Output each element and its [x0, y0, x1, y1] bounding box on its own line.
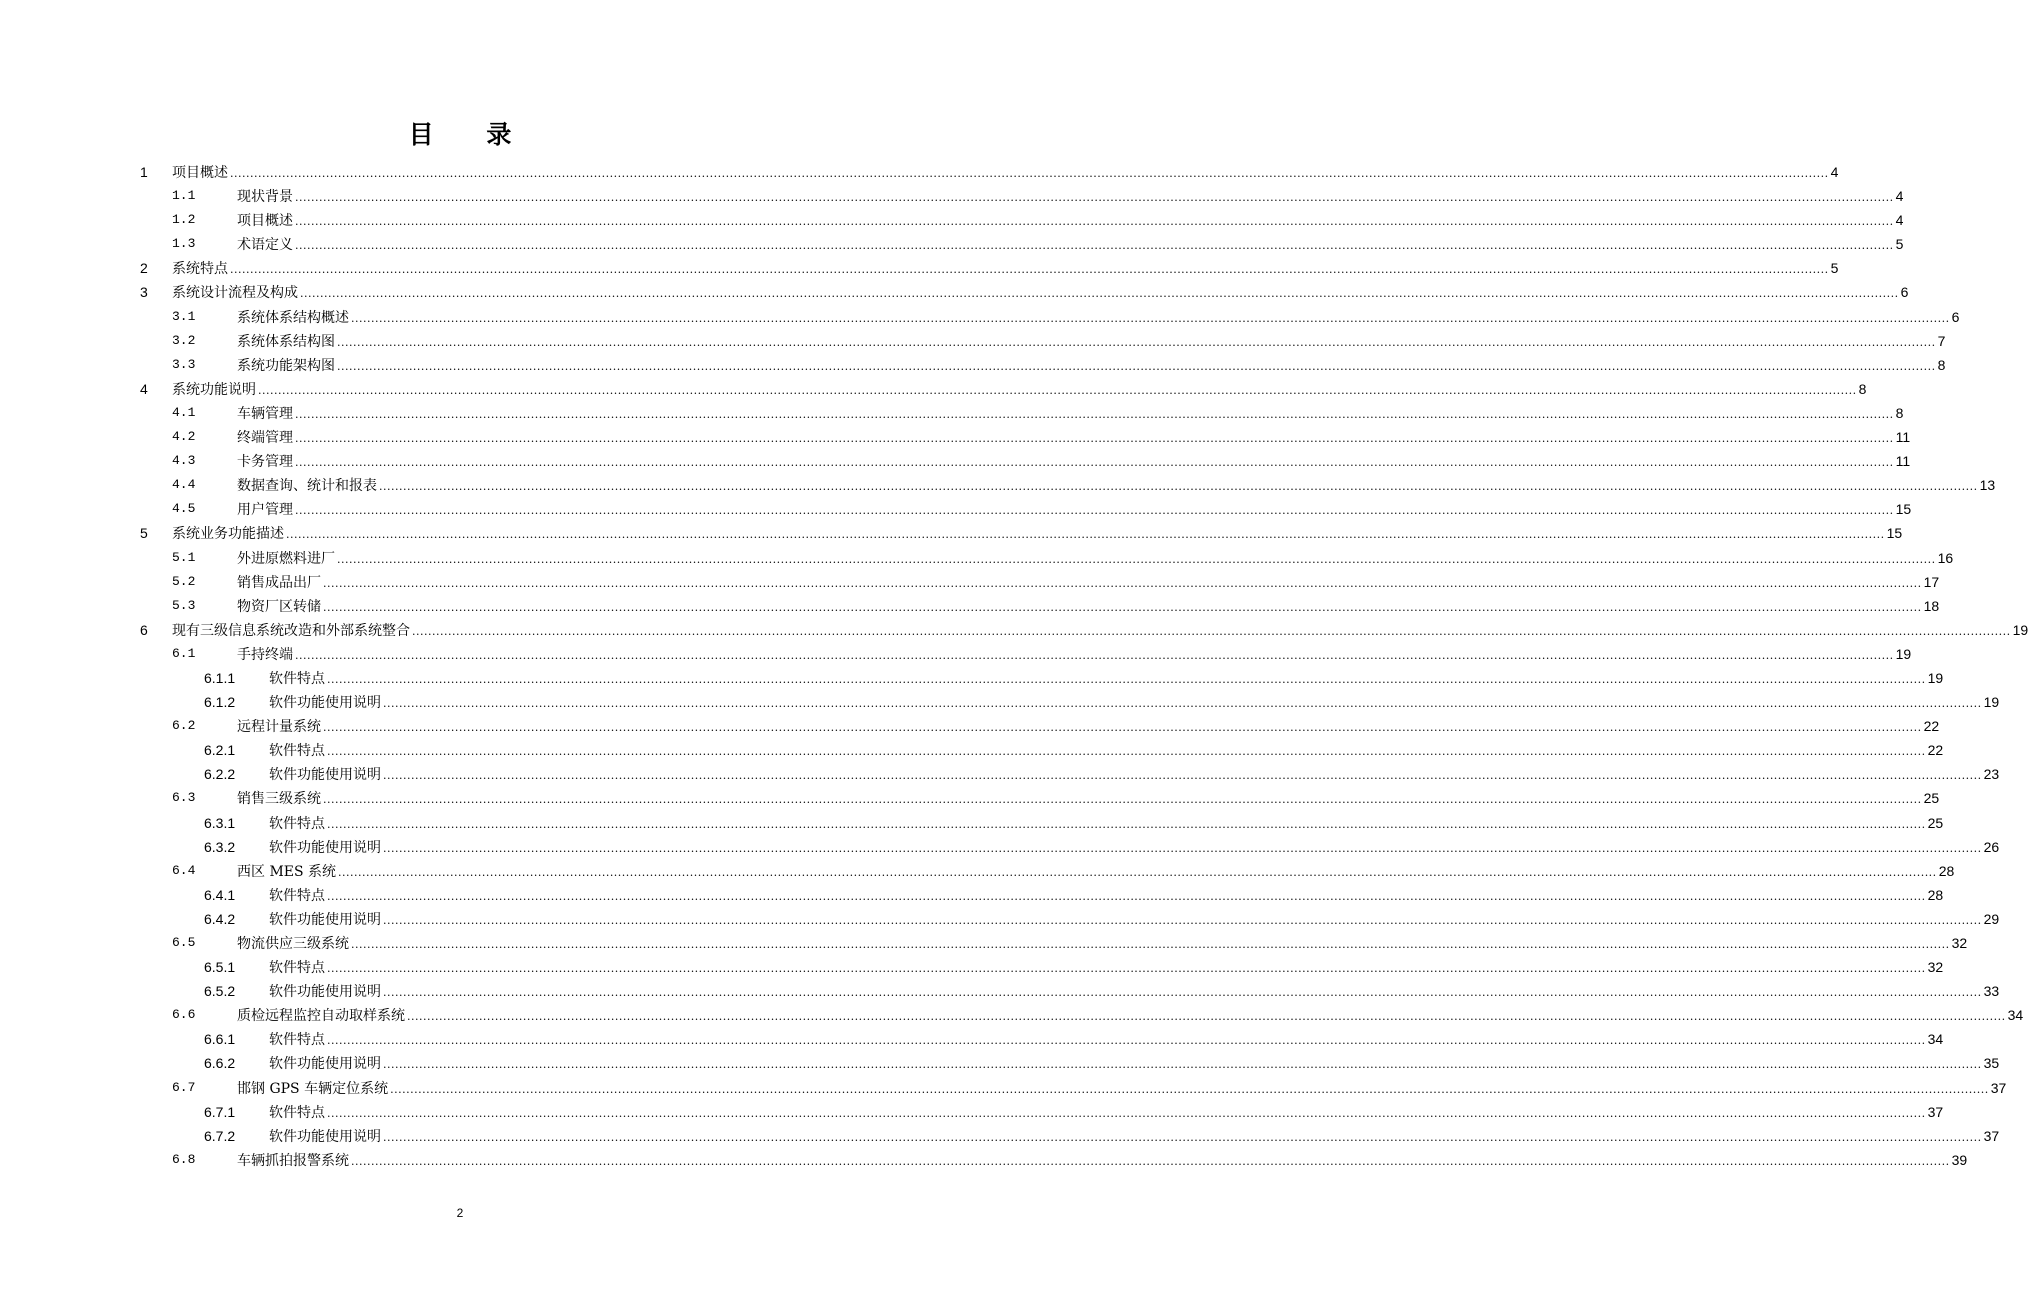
toc-dot-leader: ................................................................................................................................................................................................................................................................................................................................................................................................................ — [230, 167, 1829, 180]
toc-entry-line[interactable] — [172, 280, 1909, 306]
toc-dot-leader: ................................................................................................................................................................................................................................................................................................................................................................................................................ — [295, 191, 1894, 205]
toc-entry-line[interactable] — [237, 353, 1946, 379]
toc-entry-line[interactable] — [172, 521, 1903, 547]
toc-entry-page: 16 — [1937, 549, 1954, 566]
toc-entry-number: 5.3 — [172, 597, 196, 613]
toc-dot-leader: ................................................................................................................................................................................................................................................................................................................................................................................................................ — [258, 383, 1857, 397]
toc-entry[interactable] — [0, 1124, 2000, 1148]
toc-entry-number: 6.3.1 — [204, 814, 236, 831]
toc-entry-number: 6.4 — [172, 862, 196, 878]
toc-entry[interactable] — [0, 449, 1911, 473]
toc-entry-number: 6.4.2 — [204, 910, 236, 927]
toc-entry-number: 6.6 — [172, 1007, 196, 1023]
toc-entry-number: 6.7.1 — [204, 1103, 236, 1120]
toc-entry[interactable] — [0, 714, 1940, 738]
toc-entry-number: 4.3 — [172, 453, 196, 469]
toc-entry-page: 5 — [1830, 260, 1839, 277]
toc-dot-leader: ................................................................................................................................................................................................................................................................................................................................................................................................................ — [295, 407, 1894, 421]
toc-entry-number: 3.2 — [172, 332, 196, 348]
toc-entry-line[interactable] — [237, 931, 1968, 957]
toc-entry-number: 6.8 — [172, 1151, 196, 1167]
toc-entry[interactable] — [0, 256, 1839, 280]
toc-entry-title[interactable]: 系统体系结构图 — [237, 333, 335, 350]
toc-entry[interactable] — [0, 1003, 2024, 1027]
toc-entry-page: 18 — [1923, 597, 1940, 614]
toc-entry-number: 1 — [140, 164, 148, 180]
toc-entry[interactable] — [0, 1100, 1944, 1124]
toc-entry-page: 26 — [1983, 838, 2000, 855]
toc-entry-page: 29 — [1983, 910, 2000, 927]
toc-entry-number: 5.2 — [172, 573, 196, 589]
toc-entry-title[interactable]: 系统业务功能描述 — [172, 526, 284, 543]
toc-entry[interactable] — [0, 594, 1940, 618]
toc-entry-line[interactable] — [237, 329, 1946, 355]
toc-entry-title[interactable]: 系统体系结构概述 — [237, 309, 349, 326]
toc-entry-title[interactable]: 软件功能使用说明 — [269, 839, 381, 856]
toc-entry[interactable] — [0, 811, 1944, 835]
toc-entry-page: 33 — [1983, 983, 2000, 1000]
toc-entry-number: 6.2.2 — [204, 766, 236, 783]
toc-entry[interactable] — [0, 570, 1940, 594]
toc-entry-line[interactable] — [172, 256, 1839, 282]
toc-entry-page: 23 — [1983, 766, 2000, 783]
toc-entry-page: 17 — [1923, 573, 1940, 590]
toc-entry[interactable] — [0, 883, 1944, 907]
toc-entry-number: 4.1 — [172, 404, 196, 420]
toc-dot-leader: ................................................................................................................................................................................................................................................................................................................................................................................................................ — [351, 311, 1950, 325]
toc-entry-page: 4 — [1895, 188, 1904, 205]
toc-entry-number: 6.4.1 — [204, 886, 236, 903]
toc-entry-title[interactable]: 软件功能使用说明 — [269, 767, 381, 784]
toc-dot-leader: ................................................................................................................................................................................................................................................................................................................................................................................................................ — [327, 745, 1926, 759]
toc-entry-page: 19 — [1927, 669, 1944, 686]
toc-entry[interactable] — [0, 497, 1912, 521]
toc-entry-number: 6.7 — [172, 1079, 196, 1095]
toc-entry-line[interactable] — [237, 305, 1960, 331]
toc-entry-number: 6.2.1 — [204, 742, 236, 759]
toc-entry-number: 6.3 — [172, 790, 196, 806]
toc-entry-page: 22 — [1927, 742, 1944, 759]
toc-entry-number: 4.4 — [172, 477, 196, 493]
toc-entry-line[interactable] — [237, 570, 1940, 596]
toc-entry-number: 6.5.1 — [204, 959, 236, 976]
toc-entry-page: 6 — [1900, 284, 1909, 301]
toc-dot-leader: ................................................................................................................................................................................................................................................................................................................................................................................................................ — [323, 576, 1922, 590]
toc-entry-page: 37 — [1990, 1079, 2007, 1096]
toc-entry[interactable] — [0, 1027, 1944, 1051]
toc-dot-leader: ................................................................................................................................................................................................................................................................................................................................................................................................................ — [351, 1154, 1950, 1168]
toc-entry-page: 22 — [1923, 718, 1940, 735]
toc-dot-leader: ................................................................................................................................................................................................................................................................................................................................................................................................................ — [383, 986, 1982, 1000]
toc-entry-number: 3.3 — [172, 356, 196, 372]
toc-entry-number: 6.6.1 — [204, 1031, 236, 1048]
toc-entry-line[interactable] — [172, 377, 1867, 403]
toc-entry-line[interactable] — [237, 449, 1911, 475]
toc-entry-title[interactable]: 西区 MES 系统 — [237, 863, 337, 880]
toc-entry-number: 6.5.2 — [204, 983, 236, 1000]
toc-entry-page: 28 — [1927, 886, 1944, 903]
toc-entry-line[interactable] — [237, 1003, 2024, 1029]
toc-entry-title[interactable]: 系统功能说明 — [172, 381, 256, 398]
toc-entry-page: 11 — [1895, 429, 1911, 446]
toc-entry-page: 6 — [1951, 308, 1960, 325]
toc-dot-leader: ................................................................................................................................................................................................................................................................................................................................................................................................................ — [295, 504, 1894, 518]
toc-entry[interactable] — [0, 859, 1955, 883]
toc-entry-title[interactable]: 车辆管理 — [237, 405, 293, 422]
toc-entry-title[interactable]: 软件特点 — [269, 670, 325, 687]
toc-dot-leader: ................................................................................................................................................................................................................................................................................................................................................................................................................ — [383, 1130, 1982, 1144]
toc-entry-line[interactable] — [237, 425, 1911, 451]
toc-entry-title[interactable]: 质检远程监控自动取样系统 — [237, 1008, 405, 1025]
toc-dot-leader: ................................................................................................................................................................................................................................................................................................................................................................................................................ — [337, 552, 1936, 566]
toc-entry-number: 6.2 — [172, 718, 196, 734]
toc-entry-page: 25 — [1923, 790, 1940, 807]
toc-dot-leader: ................................................................................................................................................................................................................................................................................................................................................................................................................ — [337, 335, 1936, 349]
toc-entry-page: 28 — [1938, 862, 1955, 879]
toc-entry[interactable] — [0, 1148, 1968, 1172]
toc-entry[interactable] — [0, 835, 2000, 859]
toc-entry-line[interactable] — [237, 546, 1954, 572]
toc-entry-title[interactable]: 软件特点 — [269, 960, 325, 977]
toc-entry[interactable] — [0, 1051, 2000, 1075]
toc-dot-leader: ................................................................................................................................................................................................................................................................................................................................................................................................................ — [383, 913, 1982, 927]
toc-entry-title[interactable]: 销售三级系统 — [237, 791, 321, 808]
toc-entry-title[interactable]: 软件特点 — [269, 887, 325, 904]
toc-entry-line[interactable] — [237, 594, 1940, 620]
toc-entry-line[interactable] — [237, 859, 1955, 885]
toc-entry-title[interactable]: 软件功能使用说明 — [269, 984, 381, 1001]
toc-dot-leader: ................................................................................................................................................................................................................................................................................................................................................................................................................ — [327, 672, 1926, 686]
toc-entry-title[interactable]: 现状背景 — [237, 189, 293, 206]
toc-entry-title[interactable]: 软件特点 — [269, 1032, 325, 1049]
toc-entry-title[interactable]: 销售成品出厂 — [237, 574, 321, 591]
toc-dot-leader: ................................................................................................................................................................................................................................................................................................................................................................................................................ — [383, 697, 1982, 711]
toc-entry-line[interactable] — [269, 979, 2000, 1005]
toc-dot-leader: ................................................................................................................................................................................................................................................................................................................................................................................................................ — [323, 721, 1922, 735]
toc-entry-line[interactable] — [269, 762, 2000, 788]
toc-entry-page: 39 — [1951, 1151, 1968, 1168]
toc-entry-title[interactable]: 软件特点 — [269, 743, 325, 760]
toc-entry-title[interactable]: 车辆抓拍报警系统 — [237, 1152, 349, 1169]
toc-entry[interactable] — [0, 160, 1839, 184]
toc-entry-title[interactable]: 项目概述 — [172, 165, 228, 181]
toc-entry-number: 1.1 — [172, 188, 196, 204]
toc-dot-leader: ................................................................................................................................................................................................................................................................................................................................................................................................................ — [412, 624, 2011, 638]
toc-entry-title[interactable]: 软件功能使用说明 — [269, 1128, 381, 1145]
toc-entry-line[interactable] — [269, 738, 1944, 764]
toc-entry-title[interactable]: 数据查询、统计和报表 — [237, 478, 377, 495]
toc-entry-page: 11 — [1895, 453, 1911, 470]
toc-entry-title[interactable]: 系统设计流程及构成 — [172, 285, 298, 302]
toc-entry-page: 5 — [1895, 236, 1904, 253]
toc-entry[interactable] — [0, 377, 1867, 401]
toc-entry-line[interactable] — [269, 1100, 1944, 1126]
toc-entry-title[interactable]: 用户管理 — [237, 502, 293, 519]
toc-entry-title[interactable]: 卡务管理 — [237, 454, 293, 471]
toc-entry[interactable] — [0, 931, 1968, 955]
toc-entry[interactable] — [0, 786, 1940, 810]
toc-entry-line[interactable] — [269, 666, 1944, 692]
toc-entry-page: 13 — [1979, 477, 1996, 494]
toc-entry-title[interactable]: 系统功能架构图 — [237, 357, 335, 374]
toc-entry[interactable] — [0, 546, 1954, 570]
toc-dot-leader: ................................................................................................................................................................................................................................................................................................................................................................................................................ — [295, 648, 1894, 662]
toc-title: 目 录 — [408, 120, 534, 149]
toc-entry-title[interactable]: 邯钢 GPS 车辆定位系统 — [237, 1080, 389, 1097]
toc-dot-leader: ................................................................................................................................................................................................................................................................................................................................................................................................................ — [327, 1106, 1926, 1120]
toc-entry-line[interactable] — [269, 907, 2000, 933]
toc-entry-page: 34 — [2007, 1007, 2024, 1024]
toc-dot-leader: ................................................................................................................................................................................................................................................................................................................................................................................................................ — [323, 600, 1922, 614]
toc-dot-leader: ................................................................................................................................................................................................................................................................................................................................................................................................................ — [327, 1034, 1926, 1048]
toc-entry-title[interactable]: 外进原燃料进厂 — [237, 550, 335, 567]
toc-entry[interactable] — [0, 208, 1904, 232]
toc-entry-title[interactable]: 术语定义 — [237, 237, 293, 254]
toc-entry-page: 19 — [1983, 694, 2000, 711]
toc-entry-line[interactable] — [269, 835, 2000, 861]
toc-entry-page: 32 — [1951, 935, 1968, 951]
toc-dot-leader: ................................................................................................................................................................................................................................................................................................................................................................................................................ — [295, 239, 1894, 253]
toc-entry-page: 25 — [1927, 814, 1944, 831]
toc-entry-page: 8 — [1895, 404, 1904, 421]
toc-entry-page: 15 — [1895, 501, 1912, 518]
toc-entry-title[interactable]: 物资厂区转储 — [237, 598, 321, 615]
toc-entry[interactable] — [0, 955, 1944, 979]
toc-entry-line[interactable] — [237, 497, 1912, 523]
toc-entry-number: 6.1.1 — [204, 669, 236, 686]
toc-entry-title[interactable]: 物流供应三级系统 — [237, 936, 349, 952]
toc-entry-line[interactable] — [269, 1027, 1944, 1053]
toc-entry-page: 15 — [1886, 525, 1903, 542]
toc-entry-page: 7 — [1937, 332, 1946, 349]
toc-entry-title[interactable]: 远程计量系统 — [237, 719, 321, 736]
toc-entry-line[interactable] — [237, 642, 1912, 668]
toc-dot-leader: ................................................................................................................................................................................................................................................................................................................................................................................................................ — [323, 793, 1922, 807]
toc-dot-leader: ................................................................................................................................................................................................................................................................................................................................................................................................................ — [230, 263, 1829, 277]
toc-dot-leader: ................................................................................................................................................................................................................................................................................................................................................................................................................ — [338, 865, 1937, 879]
toc-entry[interactable] — [0, 690, 2000, 714]
toc-dot-leader: ................................................................................................................................................................................................................................................................................................................................................................................................................ — [327, 962, 1926, 976]
toc-entry-page: 37 — [1983, 1127, 2000, 1144]
toc-entry-title[interactable]: 软件功能使用说明 — [269, 695, 381, 712]
toc-entry-page: 4 — [1895, 212, 1904, 229]
toc-entry-number: 4.5 — [172, 501, 196, 517]
toc-entry[interactable] — [0, 184, 1904, 208]
toc-entry[interactable] — [0, 401, 1904, 425]
toc-entry-number: 3.1 — [172, 308, 196, 324]
toc-entry-line[interactable] — [237, 714, 1940, 740]
toc-entry-title[interactable]: 系统特点 — [172, 261, 228, 278]
toc-entry[interactable] — [0, 738, 1944, 762]
toc-entry-title[interactable]: 软件特点 — [269, 1104, 325, 1121]
toc-dot-leader: ................................................................................................................................................................................................................................................................................................................................................................................................................ — [300, 287, 1899, 301]
toc-entry-number: 6.6.2 — [204, 1055, 236, 1072]
toc-entry-page: 32 — [1927, 959, 1944, 976]
toc-dot-leader: ................................................................................................................................................................................................................................................................................................................................................................................................................ — [390, 1082, 1989, 1096]
toc-dot-leader: ................................................................................................................................................................................................................................................................................................................................................................................................................ — [379, 480, 1978, 494]
toc-entry-number: 3 — [140, 284, 148, 301]
toc-entry-page: 4 — [1830, 164, 1839, 180]
toc-dot-leader: ................................................................................................................................................................................................................................................................................................................................................................................................................ — [295, 456, 1894, 470]
toc-entry-line[interactable] — [237, 1148, 1968, 1174]
toc-entry-number: 6 — [140, 621, 148, 638]
toc-entry-title[interactable]: 软件功能使用说明 — [269, 1056, 381, 1073]
toc-entry-line[interactable] — [237, 232, 1904, 258]
toc-entry-line[interactable] — [237, 786, 1940, 812]
toc-entry-line[interactable] — [269, 811, 1944, 837]
toc-entry-line[interactable] — [237, 208, 1904, 234]
toc-entry-title[interactable]: 现有三级信息系统改造和外部系统整合 — [172, 622, 410, 639]
toc-entry[interactable] — [0, 762, 2000, 786]
toc-entry-line[interactable] — [237, 473, 1996, 499]
toc-entry[interactable] — [0, 280, 1909, 304]
toc-dot-leader: ................................................................................................................................................................................................................................................................................................................................................................................................................ — [351, 938, 1950, 951]
toc-dot-leader: ................................................................................................................................................................................................................................................................................................................................................................................................................ — [407, 1010, 2006, 1024]
toc-entry-title[interactable]: 手持终端 — [237, 646, 293, 663]
toc-entry-line[interactable] — [237, 184, 1904, 210]
toc-dot-leader: ................................................................................................................................................................................................................................................................................................................................................................................................................ — [383, 841, 1982, 855]
toc-entry[interactable] — [0, 329, 1946, 353]
toc-entry-number: 5 — [140, 525, 148, 542]
toc-entry[interactable] — [0, 425, 1911, 449]
toc-dot-leader: ................................................................................................................................................................................................................................................................................................................................................................................................................ — [295, 432, 1894, 446]
toc-entry[interactable] — [0, 353, 1946, 377]
toc-dot-leader: ................................................................................................................................................................................................................................................................................................................................................................................................................ — [327, 889, 1926, 903]
toc-entry[interactable] — [0, 1076, 2007, 1100]
toc-entry-title[interactable]: 软件功能使用说明 — [269, 911, 381, 928]
toc-entry-number: 1.3 — [172, 236, 196, 252]
toc-entry-line[interactable] — [237, 401, 1904, 427]
toc-dot-leader: ................................................................................................................................................................................................................................................................................................................................................................................................................ — [337, 359, 1936, 373]
toc-dot-leader: ................................................................................................................................................................................................................................................................................................................................................................................................................ — [286, 528, 1885, 542]
toc-entry[interactable] — [0, 521, 1903, 545]
toc-entry-page: 19 — [1895, 645, 1912, 662]
toc-dot-leader: ................................................................................................................................................................................................................................................................................................................................................................................................................ — [327, 817, 1926, 831]
toc-entry[interactable] — [0, 232, 1904, 256]
toc-entry-line[interactable] — [269, 1051, 2000, 1077]
toc-entry-number: 6.7.2 — [204, 1127, 236, 1144]
page-number: 2 — [456, 1206, 464, 1220]
toc-entry-page: 37 — [1927, 1103, 1944, 1120]
toc-entry-title[interactable]: 软件特点 — [269, 815, 325, 832]
toc-entry-number: 6.3.2 — [204, 838, 236, 855]
toc-dot-leader: ................................................................................................................................................................................................................................................................................................................................................................................................................ — [383, 769, 1982, 783]
toc-entry-line[interactable] — [269, 955, 1944, 981]
toc-entry-number: 4 — [140, 380, 148, 397]
toc-entry[interactable] — [0, 666, 1944, 690]
toc-entry-page: 8 — [1937, 356, 1946, 373]
toc-entry-page: 35 — [1983, 1055, 2000, 1072]
toc-entry-number: 6.1.2 — [204, 694, 236, 711]
toc-entry-line[interactable] — [269, 690, 2000, 716]
toc-entry[interactable] — [0, 642, 1912, 666]
toc-entry[interactable] — [0, 305, 1960, 329]
toc-entry-number: 6.1 — [172, 645, 196, 661]
toc-entry-number: 5.1 — [172, 549, 196, 565]
toc-list — [0, 160, 2028, 1172]
toc-entry-number: 6.5 — [172, 935, 196, 950]
toc-dot-leader: ................................................................................................................................................................................................................................................................................................................................................................................................................ — [295, 215, 1894, 229]
toc-entry-number: 4.2 — [172, 429, 196, 445]
toc-entry-line[interactable] — [172, 618, 2028, 644]
toc-dot-leader: ................................................................................................................................................................................................................................................................................................................................................................................................................ — [383, 1058, 1982, 1072]
toc-entry[interactable] — [0, 979, 2000, 1003]
toc-entry-line[interactable] — [269, 883, 1944, 909]
toc-entry-line[interactable] — [172, 160, 1839, 186]
toc-entry-title[interactable]: 项目概述 — [237, 213, 293, 230]
toc-entry-page: 8 — [1858, 380, 1867, 397]
toc-entry[interactable] — [0, 618, 2028, 642]
toc-entry-title[interactable]: 终端管理 — [237, 430, 293, 447]
toc-entry-number: 2 — [140, 260, 148, 277]
toc-entry[interactable] — [0, 907, 2000, 931]
toc-entry-page: 34 — [1927, 1031, 1944, 1048]
toc-entry-number: 1.2 — [172, 212, 196, 228]
toc-entry[interactable] — [0, 473, 1996, 497]
toc-entry-page: 19 — [2012, 621, 2028, 638]
toc-entry-line[interactable] — [269, 1124, 2000, 1150]
toc-entry-line[interactable] — [237, 1076, 2007, 1102]
